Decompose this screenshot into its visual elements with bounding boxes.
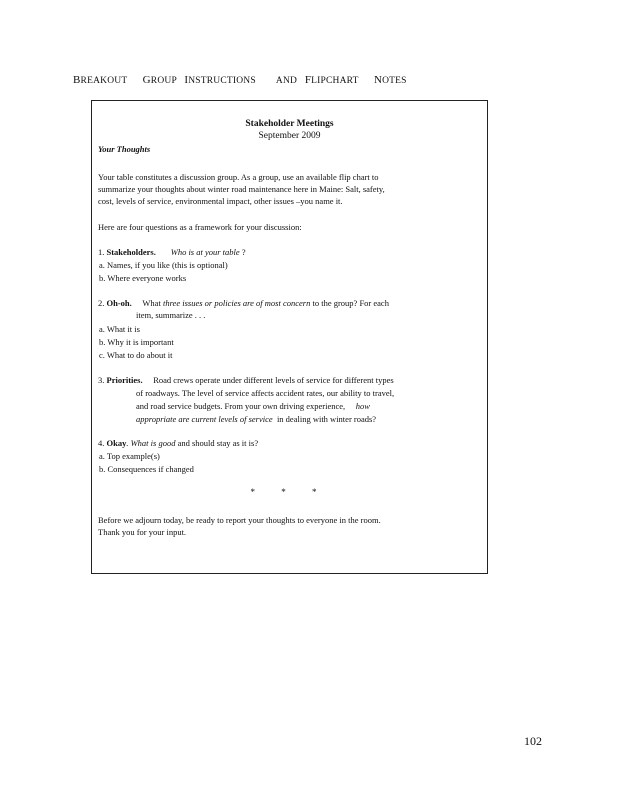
section-divider-stars: * * * (250, 487, 329, 497)
q1-item-b: b. Where everyone works (99, 273, 187, 283)
instructions-box (91, 100, 488, 574)
q3-line-3 (136, 400, 370, 412)
page-number: 102 (524, 734, 542, 748)
q2-italic: three issues or policies are of most concern (162, 298, 311, 308)
q3-line-2: of roadways. The level of service affects accident rates, our ability to travel, (136, 388, 395, 398)
closing-line-1: Before we adjourn today, be ready to report your thoughts to everyone in the room. (98, 515, 381, 525)
q3-line-4-italic: appropriate are current levels of service (136, 414, 273, 424)
q4-tail: and should stay as it is? (177, 438, 259, 448)
intro-line-2: summarize your thoughts about winter road maintenance here in Maine: Salt, safety, (98, 184, 385, 194)
header-word-and: AND (275, 76, 298, 86)
header-word-notes-rest: OTES (382, 76, 407, 86)
q1-italic: Who is at your table (170, 247, 240, 257)
q2-item-b: b. Why it is important (99, 337, 174, 347)
header-word-group-initial: G (142, 74, 151, 86)
header-word-flipchart-rest: LIPCHART (311, 76, 359, 86)
q1-item-a: a. Names, if you like (this is optional) (99, 260, 228, 270)
q2-pre: What (142, 298, 161, 308)
intro-line-3: cost, levels of service, environmental impact, other issues –you name it. (98, 196, 343, 206)
header-word-instructions-rest: NSTRUCTIONS (188, 76, 256, 86)
q4-item-b: b. Consequences if changed (99, 464, 194, 474)
your-thoughts-heading: Your Thoughts (98, 144, 151, 154)
header-word-notes-initial: N (373, 74, 383, 86)
q4-number: 4. (98, 438, 105, 448)
q1-tail: ? (241, 247, 246, 257)
q3-number: 3. (98, 375, 105, 385)
header-word-breakout-initial: B (73, 74, 81, 86)
question-1 (98, 246, 246, 258)
q1-heading: Stakeholders. (106, 247, 156, 257)
header-word-breakout-rest: REAKOUT (80, 76, 128, 86)
q2-tail: to the group? For each (312, 298, 389, 308)
q4-heading: Okay (106, 438, 127, 448)
q3-line-3-text: and road service budgets. From your own driving experience, (136, 401, 346, 411)
q4-item-a: a. Top example(s) (99, 451, 160, 461)
box-date: September 2009 (258, 131, 321, 141)
q2-item-a: a. What it is (99, 324, 140, 334)
question-4 (98, 437, 258, 449)
q3-line-4 (136, 413, 376, 425)
q3-line-3-italic: how (355, 401, 370, 411)
q2-heading: Oh-oh. (106, 298, 132, 308)
header-word-group-rest: ROUP (150, 76, 177, 86)
q4-italic: . What is good (126, 438, 176, 448)
q2-continuation: item, summarize . . . (136, 310, 206, 320)
q3-line-4-text: in dealing with winter roads? (276, 414, 377, 424)
question-3 (98, 374, 394, 386)
q3-heading: Priorities. (106, 375, 143, 385)
q1-number: 1. (98, 247, 105, 257)
question-2 (98, 297, 389, 309)
q2-item-c: c. What to do about it (99, 350, 173, 360)
header-word-flipchart-initial: F (304, 74, 312, 86)
box-title: Stakeholder Meetings (245, 119, 334, 129)
page-header (73, 74, 407, 86)
header-word-instructions-initial: I (184, 74, 189, 86)
framework-line: Here are four questions as a framework for your discussion: (98, 222, 302, 232)
q2-number: 2. (98, 298, 105, 308)
q3-line-1: Road crews operate under different levels of service for different types (153, 375, 394, 385)
intro-line-1: Your table constitutes a discussion group. As a group, use an available flip chart to (98, 172, 379, 182)
closing-line-2: Thank you for your input. (98, 527, 187, 537)
